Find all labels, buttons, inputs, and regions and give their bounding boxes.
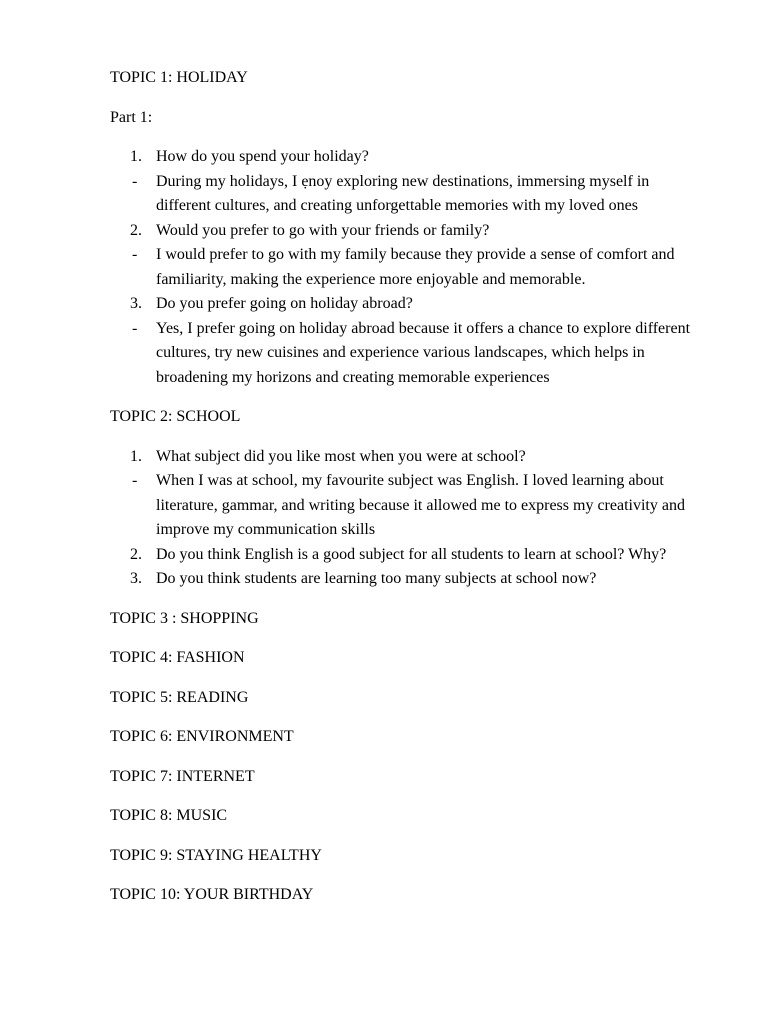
list-marker: -	[132, 172, 138, 190]
list-marker: 3.	[130, 295, 142, 312]
list-item-text: What subject did you like most when you were at school?	[156, 447, 526, 465]
list-item-text: Would you prefer to go with your friends or family?	[156, 221, 490, 239]
topic-2-title: TOPIC 2: SCHOOL	[110, 408, 241, 425]
list-item-text: During my holidays, I ẹnoy exploring new destinations, immersing myself in different cultures, and creating unforgettable memories with my loved ones	[156, 172, 650, 214]
list-marker: 1.	[130, 447, 142, 465]
topic-6-title: TOPIC 6: ENVIRONMENT	[110, 728, 294, 745]
list-item	[110, 145, 698, 170]
list-marker: -	[132, 246, 138, 263]
list-marker: 2.	[130, 221, 142, 239]
list-item	[110, 469, 698, 543]
topic-1-title: TOPIC 1: HOLIDAY	[110, 69, 248, 86]
topic-5-title: TOPIC 5: READING	[110, 688, 249, 706]
topic-10-title: TOPIC 10: YOUR BIRTHDAY	[110, 886, 314, 903]
topic-9-title: TOPIC 9: STAYING HEALTHY	[110, 846, 322, 864]
list-item	[110, 292, 698, 317]
list-item-text: Do you prefer going on holiday abroad?	[156, 295, 413, 312]
topic-7-title: TOPIC 7: INTERNET	[110, 767, 255, 785]
list-item	[110, 567, 698, 592]
part-1-label: Part 1:	[110, 108, 153, 126]
list-item	[110, 543, 698, 568]
topic-8-title: TOPIC 8: MUSIC	[110, 807, 228, 824]
list-marker: -	[132, 472, 138, 489]
topic-3-title: TOPIC 3 : SHOPPING	[110, 609, 259, 627]
topic-1-list	[110, 145, 698, 390]
list-item	[110, 445, 698, 470]
list-marker: 1.	[130, 148, 142, 165]
list-marker: 2.	[130, 545, 142, 563]
list-item	[110, 317, 698, 391]
list-item-text: I would prefer to go with my family because they provide a sense of comfort and familiarity, making the experience more enjoyable and memorable.	[156, 246, 675, 288]
topic-2-list	[110, 445, 698, 592]
topic-4-title: TOPIC 4: FASHION	[110, 649, 245, 666]
list-item-text: Do you think English is a good subject for all students to learn at school? Why?	[156, 545, 667, 563]
list-item	[110, 170, 698, 219]
list-item-text: Do you think students are learning too many subjects at school now?	[156, 570, 597, 587]
list-item	[110, 219, 698, 244]
list-marker: -	[132, 319, 138, 337]
list-item-text: How do you spend your holiday?	[156, 148, 369, 165]
list-marker: 3.	[130, 570, 142, 587]
list-item	[110, 243, 698, 292]
list-item-text: When I was at school, my favourite subject was English. I loved learning about literature, gammar, and writing because it allowed me to express my creativity and improve my communication skills	[156, 472, 685, 538]
list-item-text: Yes, I prefer going on holiday abroad because it offers a chance to explore different cultures, try new cuisines and experience various landscapes, which helps in broadening my horizons and creating memorable experiences	[156, 319, 691, 386]
